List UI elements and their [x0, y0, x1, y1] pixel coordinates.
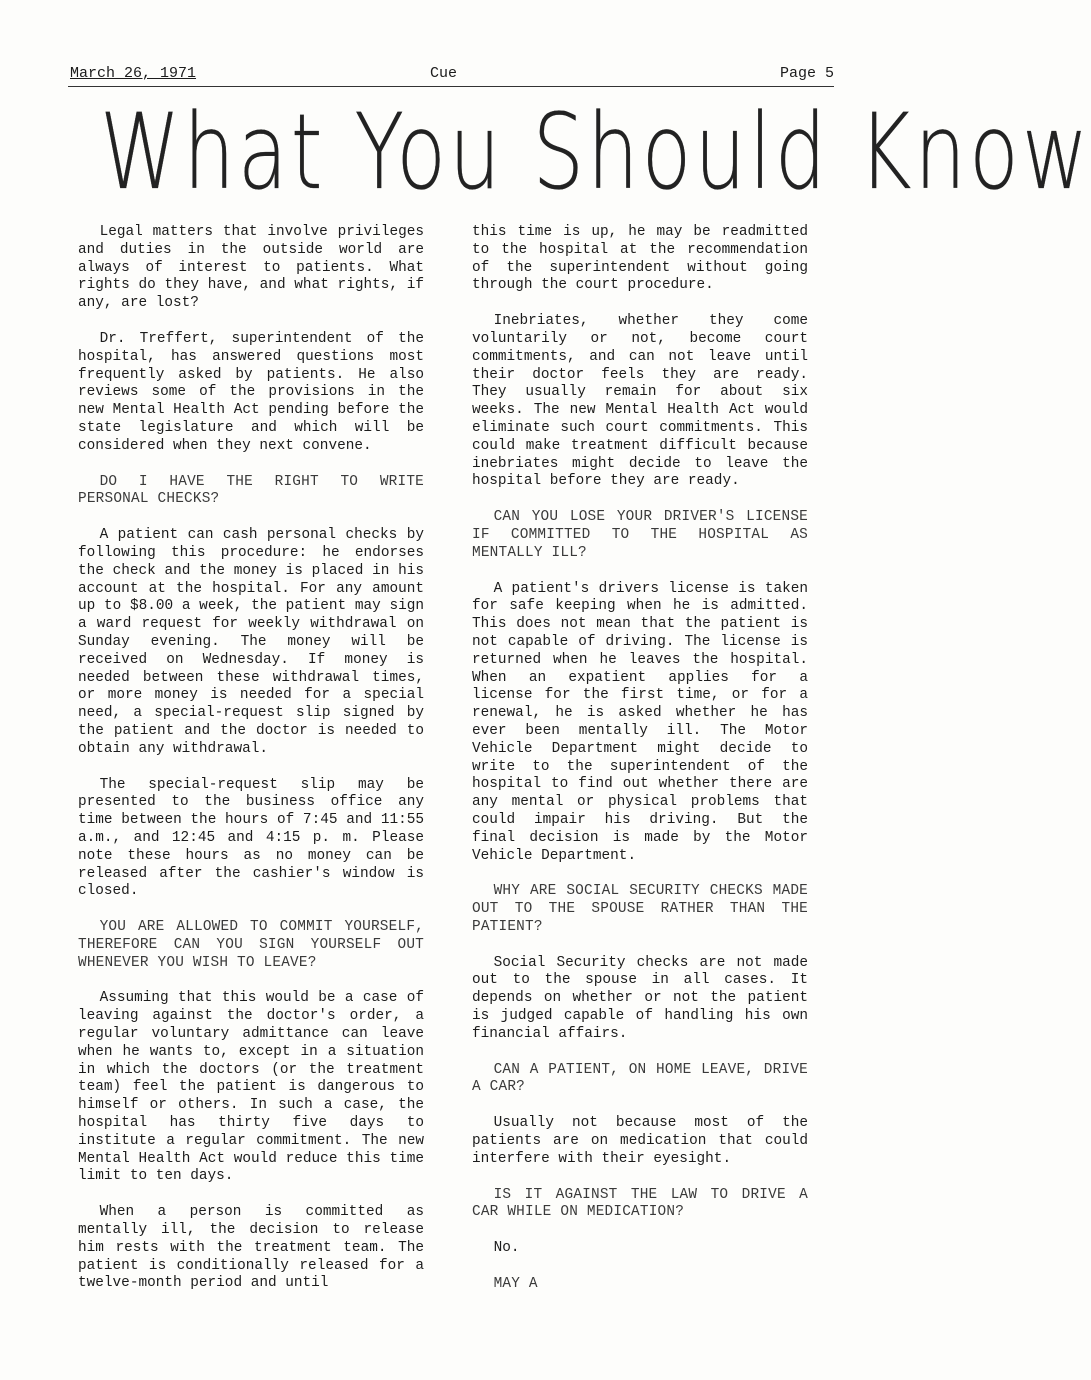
question-heading: CAN A PATIENT, ON HOME LEAVE, DRIVE A CAR? [472, 1061, 808, 1096]
answer-paragraph: No. [493, 1240, 520, 1257]
question-heading: MAY A [493, 1276, 538, 1293]
page-header [68, 64, 834, 87]
intro-paragraph: Legal matters that involve privileges and duties in the outside world are always of interest to patients. What rights do they have, and what rights, if any, are lost? [78, 224, 424, 312]
article-title: What You Should Know [100, 91, 1091, 213]
body-paragraph: this time is up, he may be readmitted to the hospital at the recommendation of the superintendent without going through the court procedure. [472, 224, 808, 294]
question-heading: DO I HAVE THE RIGHT TO WRITE PERSONAL CHECKS? [78, 473, 424, 508]
question-heading: YOU ARE ALLOWED TO COMMIT YOURSELF, THEREFORE CAN YOU SIGN YOURSELF OUT WHENEVER YOU WISH TO LEAVE? [78, 919, 424, 971]
page-number: Page 5 [779, 65, 834, 82]
body-paragraph: A patient's drivers license is taken for safe keeping when he is admitted. This does not mean that the patient is not capable of driving. The license is returned when he leaves the hospital. When an expatient applies for a license for the first time, or for a renewal, he is asked whether he has ever been mentally ill. The Motor Vehicle Department might decide to write to the superintendent of the hospital to find out whether there are any mental or physical problems that could impair his driving. But the final decision is made by the Motor Vehicle Department. [472, 580, 808, 864]
left-column [78, 224, 424, 1293]
issue-date: March 26, 1971 [70, 65, 197, 82]
publication-name: Cue [430, 65, 458, 82]
right-column [472, 224, 808, 1294]
body-paragraph: Assuming that this would be a case of leaving against the doctor's order, a regular voluntary admittance can leave when he wants to, except in a situation in which the doctors (or the treatment team) feel the patient is dangerous to himself or others. In such a case, the hospital has thirty five days to institute a regular commitment. The new Mental Health Act would reduce this time limit to ten days. [78, 990, 424, 1185]
body-paragraph: The special-request slip may be presented to the business office any time between the hours of 7:45 and 11:55 a.m., and 12:45 and 4:15 p. m. Please note these hours as no money can be released after the cashier's window is closed. [78, 776, 424, 900]
question-heading: CAN YOU LOSE YOUR DRIVER'S LICENSE IF COMMITTED TO THE HOSPITAL AS MENTALLY ILL? [472, 509, 808, 561]
body-paragraph: A patient can cash personal checks by following this procedure: he endorses the check and the money is placed in his account at the hospital. For any amount up to $8.00 a week, the patient may sign a ward request for weekly withdrawal on Sunday evening. The money will be received on Wednesday. If money is needed between these withdrawal times, or more money is needed for a special need, a special-request slip signed by the patient and the doctor is needed to obtain any withdrawal. [78, 527, 424, 757]
body-paragraph: Dr. Treffert, superintendent of the hospital, has answered questions most frequently asked by patients. He also reviews some of the provisions in the new Mental Health Act pending before the state legislature and which will be considered when they next convene. [78, 330, 424, 454]
question-heading: IS IT AGAINST THE LAW TO DRIVE A CAR WHILE ON MEDICATION? [472, 1186, 808, 1221]
body-paragraph: Usually not because most of the patients are on medication that could interfere with their eyesight. [472, 1115, 808, 1167]
question-heading: WHY ARE SOCIAL SECURITY CHECKS MADE OUT TO THE SPOUSE RATHER THAN THE PATIENT? [472, 883, 808, 935]
body-paragraph: When a person is committed as mentally ill, the decision to release him rests with the treatment team. The patient is conditionally released for a twelve-month period and until [78, 1204, 424, 1292]
body-paragraph: Social Security checks are not made out to the spouse in all cases. It depends on whether or not the patient is judged capable of handling his own financial affairs. [472, 954, 808, 1042]
body-paragraph: Inebriates, whether they come voluntarily or not, become court commitments, and can not leave until their doctor feels they are ready. They usually remain for about six weeks. The new Mental Health Act would eliminate such court commitments. This could make treatment difficult because inebriates might decide to leave the hospital before they are ready. [472, 313, 808, 490]
